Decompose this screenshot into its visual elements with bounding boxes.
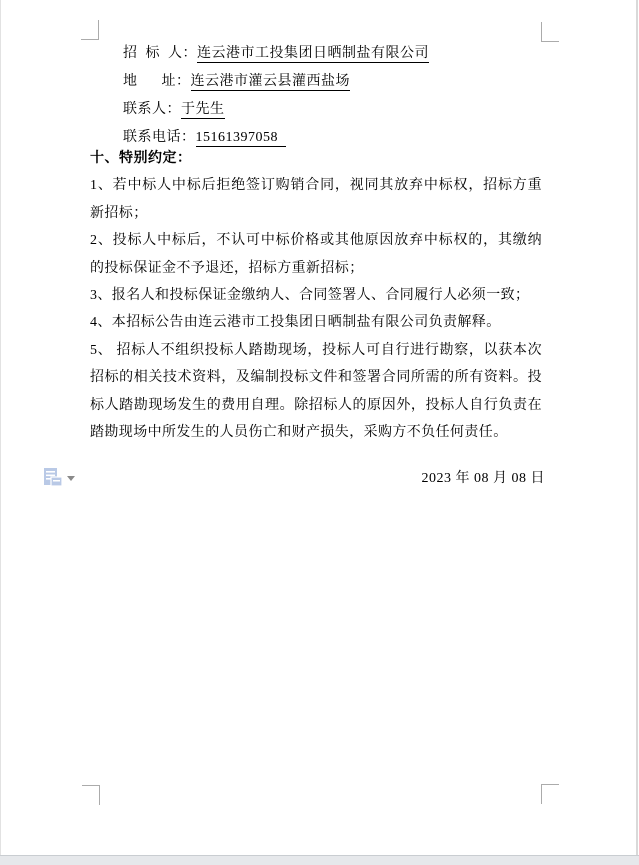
document-date: 2023 年 08 月 08 日: [421, 471, 545, 486]
info-line: [123, 96, 429, 124]
info-value: 15161397058: [195, 130, 286, 145]
page-left-edge: [0, 0, 1, 865]
info-label: 地 址：: [123, 74, 191, 89]
info-label: 联系电话：: [123, 130, 196, 145]
paste-options-button[interactable]: [41, 465, 79, 491]
clause-paragraph: 4、本招标公告由连云港市工投集团日晒制盐有限公司负责解释。: [90, 315, 501, 331]
clause-paragraph: 1、若中标人中标后拒绝签订购销合同，视同其放弃中标权，招标方重新招标；: [90, 178, 542, 221]
info-label: 联系人：: [123, 102, 181, 117]
info-value: 于先生: [181, 102, 225, 117]
section-heading: 十、特别约定：: [90, 151, 192, 166]
margin-crop-mark-bottom-left: [82, 785, 100, 805]
info-value: 连云港市灌云县灌西盐场: [190, 74, 350, 89]
margin-crop-mark-top-left: [81, 20, 99, 40]
margin-crop-mark-bottom-right: [541, 784, 559, 804]
clause-paragraph: 5、 招标人不组织投标人踏勘现场，投标人可自行进行勘察，以获本次招标的相关技术资料，及编制投标文件和签署合同所需的所有资料。投标人踏勘现场发生的费用自理。除招标人的原因外，投标人自行负责在踏勘现场中所发生的人员伤亡和财产损失，采购方不负任何责任。: [90, 342, 542, 441]
page-bottom-edge: [0, 855, 639, 865]
clause-paragraph: 3、报名人和投标保证金缴纳人、合同签署人、合同履行人必须一致；: [90, 288, 530, 304]
margin-crop-mark-top-right: [541, 22, 559, 42]
clause-list: [90, 172, 542, 446]
info-line: [123, 68, 429, 96]
caret-down-icon: [67, 476, 75, 481]
info-value: 连云港市工投集团日晒制盐有限公司: [197, 46, 429, 61]
page-right-edge: [636, 0, 638, 856]
contact-info-block: [123, 40, 429, 152]
info-line: [123, 40, 429, 68]
clause-paragraph: 2、投标人中标后，不认可中标价格或其他原因放弃中标权的，其缴纳的投标保证金不予退还，招标方重新招标；: [90, 233, 542, 276]
info-label: 招 标 人：: [123, 46, 197, 61]
paste-options-document-icon: [43, 467, 63, 489]
special-terms-section: [90, 145, 542, 446]
